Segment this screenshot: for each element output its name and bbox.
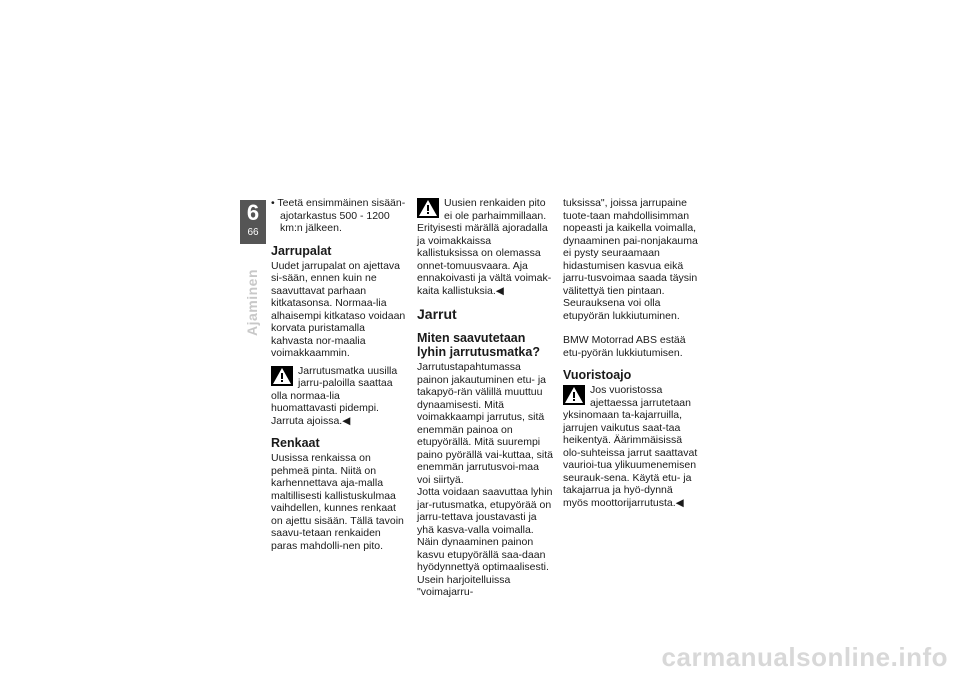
warning-text: Uusien renkaiden pito ei ole parhaimmillaan. Erityisesti märällä ajoradalla ja voimakkaissa kallistuksissa on olemassa onnet-tomuusvaara. Aja ennakoivasti ja vältä voimak-kaita kallistuksia.◀ — [417, 197, 552, 297]
warning-text: Jos vuoristossa ajettaessa jarrutetaan yksinomaan ta-kajarruilla, jarrujen vaikutus saat-taa heikentyä. Äärimmäisissä olo-suhteissa jarrut saattavat vaurioi-tua ylikuumenemisen seurauk-sena. Käytä etu- ja takajarrua ja hyö-dynnä myös moottorijarrutusta.◀ — [563, 384, 698, 509]
paragraph-continued: tuksissa", joissa jarrupaine tuote-taan mahdollisimman nopeasti ja kaikella voimalla, dynaaminen pai-nonjakauma ei pysty seuraamaan hidastumisen kasvua eikä jarru-tusvoimaa saada täysin välitettyä tien pintaan. Seurauksena voi olla etupyörän lukkiutuminen. — [563, 197, 698, 322]
column-3 — [563, 197, 699, 509]
heading-vuoristoajo: Vuoristoajo — [563, 368, 632, 382]
heading-renkaat: Renkaat — [271, 436, 320, 450]
paragraph-abs: BMW Motorrad ABS estää etu-pyörän lukkiutumisen. — [563, 334, 686, 359]
watermark: carmanualsonline.info — [661, 642, 948, 672]
bullet-item: • Teetä ensimmäinen sisään-ajotarkastus 500 - 1200 km:n jälkeen. — [271, 197, 406, 234]
chapter-side-label: Ajaminen — [244, 268, 260, 336]
warning-icon — [417, 198, 439, 218]
paragraph-jarrut-2: Jotta voidaan saavuttaa lyhin jar-rutusmatka, etupyörää on jarru-tettava joustavasti ja yhä kasva-valla voimalla. Näin dynaaminen painon kasvu etupyörällä saa-daan hyödynnettyä optimaalisesti. Usein harjoitelluissa "voimajarru- — [417, 486, 553, 598]
paragraph-renkaat: Uusissa renkaissa on pehmeä pinta. Niitä on karhennettava aja-malla maltillisesti kallistuskulmaa vaihdellen, kunnes renkaat on ajettu sisään. Tällä tavoin saavu-tetaan renkaiden paras mahdolli-nen pito. — [271, 452, 404, 552]
warning-block — [417, 197, 553, 297]
column-2 — [417, 197, 553, 599]
warning-block — [271, 365, 407, 428]
paragraph-jarrut-1: Jarrutustapahtumassa painon jakautuminen etu- ja takapyö-rän välillä muuttuu dynaamisesti. Mitä voimakkaampi jarrutus, sitä enemmän painoa on etupyörällä. Mitä suurempi paino pyörällä vai-kuttaa, sitä enemmän jarrutusvoi-maa voi siirtyä. — [417, 361, 553, 486]
chapter-number: 6 — [246, 200, 260, 225]
chapter-tab — [240, 200, 266, 244]
warning-text: Jarrutusmatka uusilla jarru-paloilla saattaa olla normaa-lia huomattavasti pidempi. Jarruta ajoissa.◀ — [271, 364, 398, 427]
heading-jarrupalat: Jarrupalat — [271, 243, 332, 258]
heading-lyhin-jarrutusmatka: Miten saavutetaan lyhin jarrutusmatka? — [417, 331, 540, 359]
page-number: 66 — [247, 227, 259, 238]
heading-jarrut: Jarrut — [417, 306, 457, 322]
warning-icon — [271, 366, 293, 386]
warning-icon — [563, 385, 585, 405]
column-1 — [271, 197, 407, 552]
paragraph-jarrupalat: Uudet jarrupalat on ajettava si-sään, ennen kuin ne saavuttavat parhaan kitkatasonsa. Normaa-lia alhaisempi kitkataso voidaan korvata puristamalla kahvasta nor-maalia voimakkaammin. — [271, 259, 406, 359]
warning-block — [563, 384, 699, 509]
